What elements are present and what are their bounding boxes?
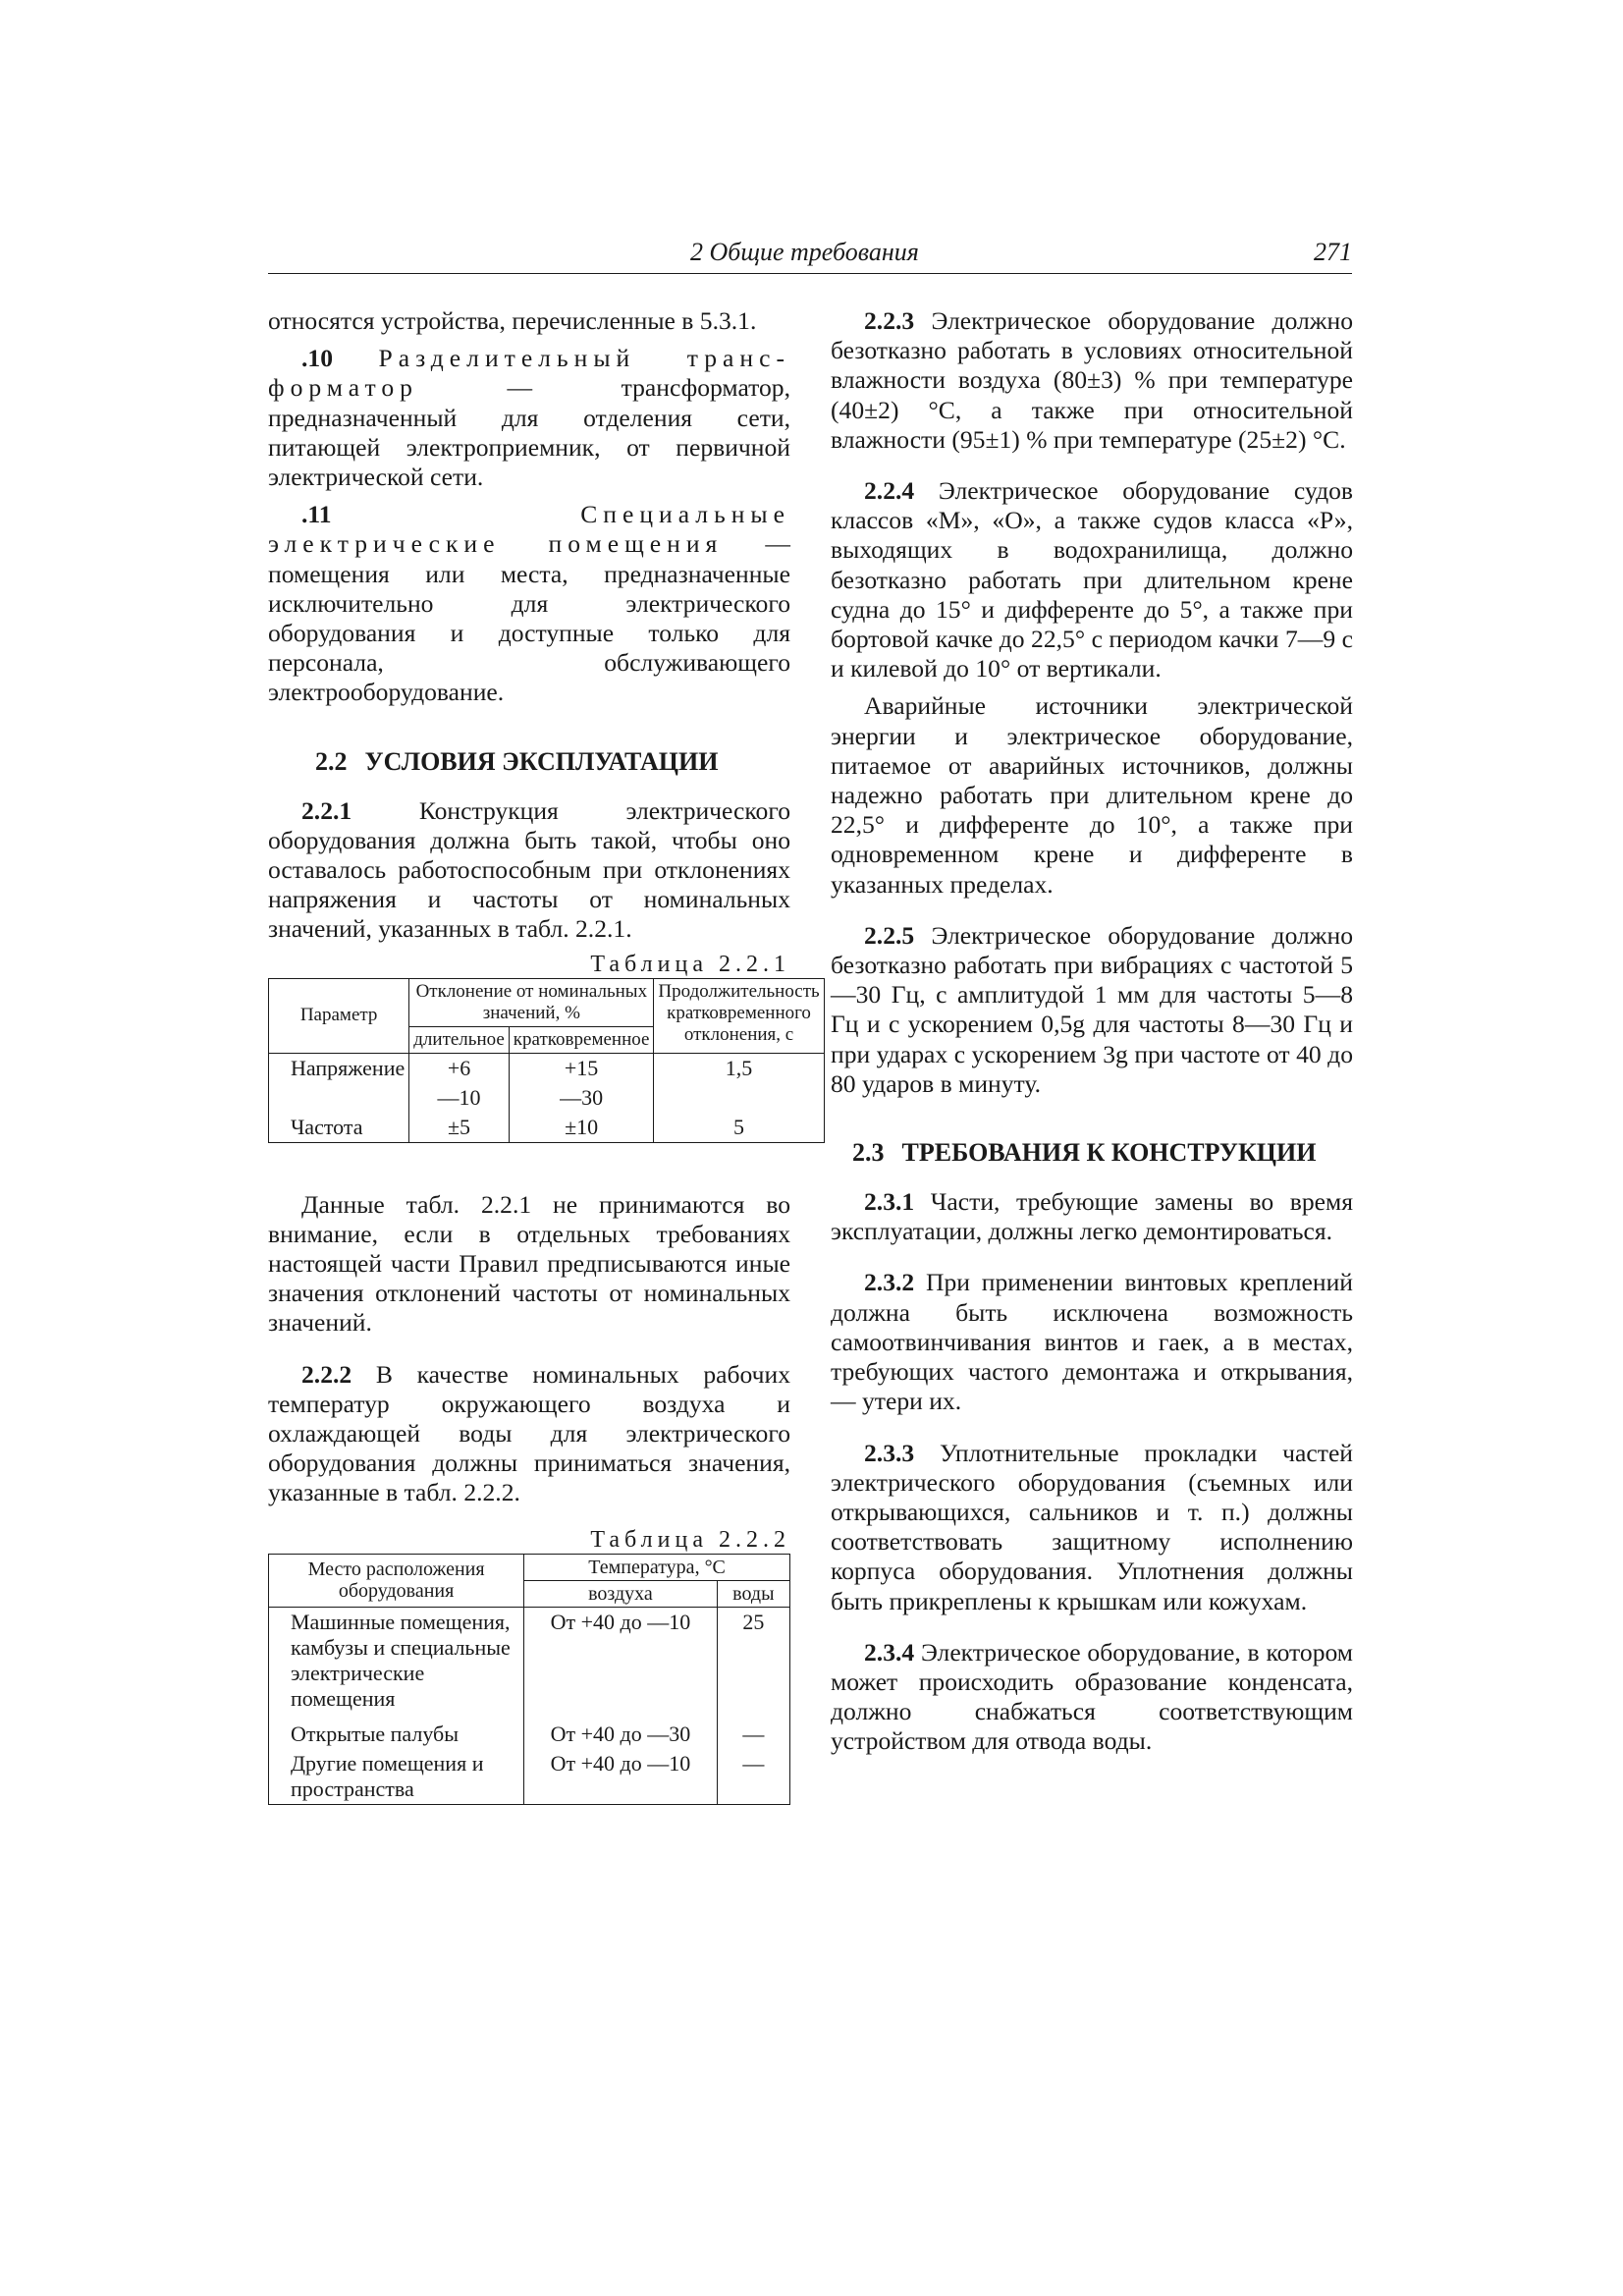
paragraph-2-2-1: 2.2.1 Конструкция электрического оборудования должна быть такой, чтобы оно оставалось работоспособным при отклонениях напряжения и частоты от номинальных значений, указанных в табл. 2.2.1. [268, 795, 790, 944]
table-row: Частота ±5 ±10 5 [269, 1113, 825, 1143]
table-header: Температура, °С [524, 1554, 790, 1580]
table-row: Машинные помещения, камбузы и специальные электрические помещения От +40 до —10 25 [269, 1607, 790, 1714]
paragraph-2-2-5: 2.2.5 Электрическое оборудование должно безотказно работать при вибрациях с частотой 5—30 Гц, с амплитудой 1 мм для частоты 5—8 Гц и с ускорением 0,5g для частоты 8—30 Гц и при ударах с ускорением 3g при частоте от 40 до 80 ударов в минуту. [831, 920, 1353, 1098]
paragraph-2-3-2: 2.3.2 При применении винтовых креплений должна быть исключена возможность самоотвинчивания винтов и гаек, а в местах, требующих частого демонтажа и открывания, — утери их. [831, 1268, 1353, 1416]
paragraph-2-2-4: 2.2.4 Электрическое оборудование судов классов «М», «О», а также судов класса «Р», выходящих в водохранилища, должно безотказно работать при длительном крене судна до 15° и дифференте до 5°, а также при бортовой качке до 22,5° с периодом качки 7—9 с и килевой до 10° от вертикали. [831, 476, 1353, 683]
paragraph-2-3-1: 2.3.1 Части, требующие замены во время эксплуатации, должны легко демонтироваться. [831, 1187, 1353, 1246]
table-row: Открытые палубы От +40 до —30 — [269, 1714, 790, 1749]
table-header: Параметр [269, 978, 409, 1053]
table-header: воды [717, 1580, 789, 1607]
paragraph: Данные табл. 2.2.1 не принимаются во внимание, если в отдельных требованиях настоящей части Правил предписываются иные значения отклонений частоты от номинальных значений. [268, 1189, 790, 1338]
table-row: Другие помещения и пространства От +40 до —10 — [269, 1749, 790, 1805]
table-row: Напряжение +6 +15 1,5 [269, 1053, 825, 1083]
page-number: 271 [1314, 238, 1352, 266]
paragraph-2-2-3: 2.2.3 Электрическое оборудование должно безотказно работать в условиях относительной влажности воздуха (80±3) % при температуре (40±2) °С, а также при относительной влажности (95±1) % при температуре (25±2) °С. [831, 306, 1353, 454]
table-row: —10 —30 [269, 1083, 825, 1113]
paragraph-2-2-2: 2.2.2 В качестве номинальных рабочих температур окружающего воздуха и охлаждающей воды для электрического оборудования должны приниматься значения, указанные в табл. 2.2.2. [268, 1359, 790, 1507]
definition-11: .11 Специальные электрические помещения — помещения или места, предназначенные исключительно для электрического оборудования и доступные только для персонала, обслуживающего электрооборудование. [268, 500, 790, 707]
table-caption: Таблица 2.2.2 [590, 1526, 790, 1553]
paragraph-2-3-3: 2.3.3 Уплотнительные прокладки частей электрического оборудования (съемных или открывающихся, сальников и т. п.) должны соответствовать защитному исполнению корпуса оборудования. Уплотнения должны быть прикреплены к крышкам или кожухам. [831, 1438, 1353, 1615]
table-header: Место расположения оборудования [269, 1554, 524, 1607]
table-caption: Таблица 2.2.1 [590, 951, 790, 977]
paragraph-2-3-4: 2.3.4 Электрическое оборудование, в котором может происходить образование конденсата, должно снабжаться соответствующим устройством для отвода воды. [831, 1637, 1353, 1756]
table-header: Отклонение от номинальных значений, % [409, 978, 654, 1026]
definition-10: .10 Разделительный транс-форматор — трансформатор, предназначенный для отделения сети, питающей электроприемник, от первичной электрической сети. [268, 344, 790, 492]
running-head: 2 Общие требования [690, 238, 919, 266]
right-column [831, 306, 1353, 1757]
table-header: кратковременное [509, 1026, 654, 1053]
left-column [268, 306, 820, 1805]
section-heading-2-3: 2.3 ТРЕБОВАНИЯ К КОНСТРУКЦИИ [852, 1138, 1317, 1168]
table-2-2-1 [268, 978, 825, 1143]
paragraph: относятся устройства, перечисленные в 5.3.1. [268, 306, 757, 335]
section-heading-2-2: 2.2 УСЛОВИЯ ЭКСПЛУАТАЦИИ [315, 746, 719, 776]
table-header: воздуха [524, 1580, 717, 1607]
paragraph: Аварийные источники электрической энергии и электрическое оборудование, питаемое от аварийных источников, должны надежно работать при длительном крене до 22,5° и дифференте до 10°, а также при одновременном крене и дифференте в указанных пределах. [831, 691, 1353, 899]
table-header: длительное [409, 1026, 510, 1053]
page-header [268, 238, 1352, 274]
table-header: Продолжительность кратковременного отклонения, с [654, 978, 824, 1053]
table-2-2-2 [268, 1554, 790, 1805]
